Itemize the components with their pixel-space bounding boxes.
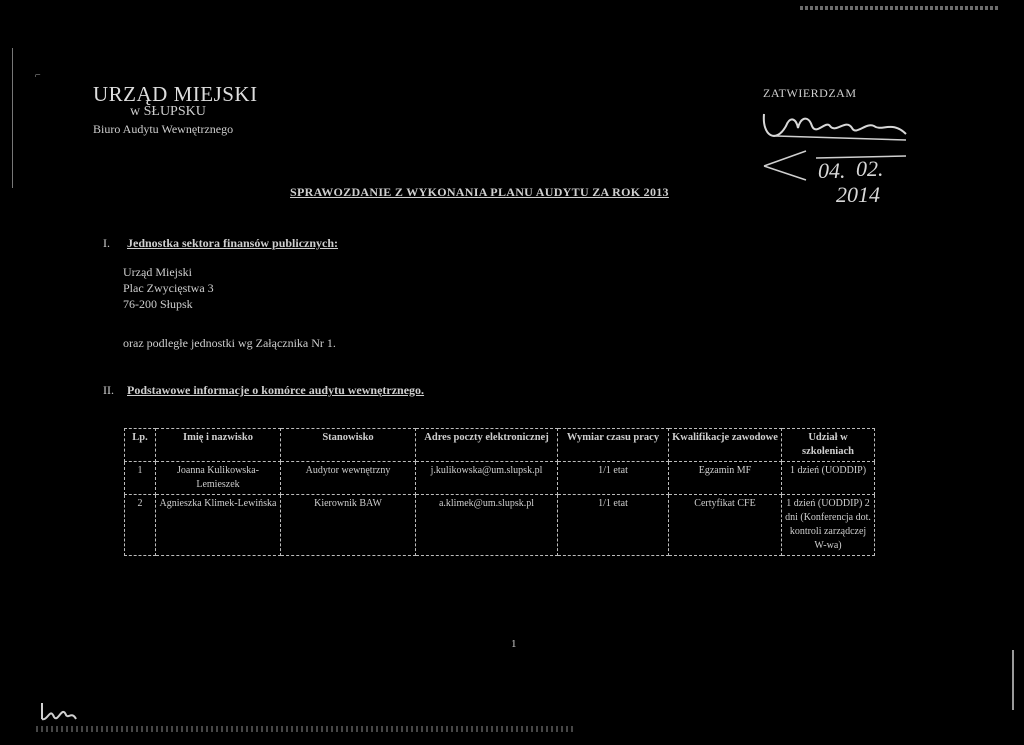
- cell-email: a.klimek@um.slupsk.pl: [416, 495, 558, 556]
- cell-name: Agnieszka Klimek-Lewińska: [156, 495, 281, 556]
- svg-text:04.: 04.: [818, 158, 846, 183]
- cell-position: Kierownik BAW: [281, 495, 416, 556]
- col-header-worktime: Wymiar czasu pracy: [558, 429, 669, 462]
- table-row: [125, 495, 875, 556]
- office-city: w SŁUPSKU: [130, 104, 206, 119]
- scan-noise-top: [800, 6, 1000, 10]
- cell-lp: 1: [125, 462, 156, 495]
- cell-qualifications: Egzamin MF: [669, 462, 782, 495]
- section1-title: Jednostka sektora finansów publicznych:: [127, 236, 339, 250]
- table-header-row: [125, 429, 875, 462]
- cell-qualifications: Certyfikat CFE: [669, 495, 782, 556]
- page-number: 1: [511, 638, 517, 650]
- col-header-position: Stanowisko: [281, 429, 416, 462]
- approval-label: ZATWIERDZAM: [763, 86, 857, 100]
- table-row: [125, 462, 875, 495]
- cell-position: Audytor wewnętrzny: [281, 462, 416, 495]
- cell-trainings: 1 dzień (UODDIP): [782, 462, 875, 495]
- section2-number: II.: [103, 383, 114, 397]
- svg-text:2014: 2014: [836, 182, 880, 206]
- col-header-name: Imię i nazwisko: [156, 429, 281, 462]
- scan-edge-left: [12, 48, 13, 188]
- address-line-3: 76-200 Słupsk: [123, 297, 193, 311]
- svg-text:02.: 02.: [856, 156, 884, 181]
- scan-edge-right: [1012, 650, 1014, 710]
- report-title: SPRAWOZDANIE Z WYKONANIA PLANU AUDYTU ZA ROK 2013: [290, 185, 669, 199]
- col-header-lp: Lp.: [125, 429, 156, 462]
- col-header-email: Adres poczty elektronicznej: [416, 429, 558, 462]
- office-name: URZĄD MIEJSKI: [93, 82, 258, 106]
- audit-staff-table: [124, 428, 875, 556]
- cell-email: j.kulikowska@um.slupsk.pl: [416, 462, 558, 495]
- col-header-trainings: Udział w szkoleniach: [782, 429, 875, 462]
- cell-worktime: 1/1 etat: [558, 495, 669, 556]
- cell-trainings: 1 dzień (UODDIP) 2 dni (Konferencja dot. kontroli zarządczej W-wa): [782, 495, 875, 556]
- section2-title: Podstawowe informacje o komórce audytu wewnętrznego.: [127, 383, 425, 397]
- office-dept: Biuro Audytu Wewnętrznego: [93, 122, 234, 136]
- col-header-qualifications: Kwalifikacje zawodowe: [669, 429, 782, 462]
- initials-mark-icon: [38, 697, 78, 725]
- scan-mark-icon: ⌐: [35, 70, 41, 81]
- cell-worktime: 1/1 etat: [558, 462, 669, 495]
- address-line-2: Plac Zwycięstwa 3: [123, 281, 214, 295]
- cell-lp: 2: [125, 495, 156, 556]
- section1-number: I.: [103, 236, 110, 250]
- cell-name: Joanna Kulikowska-Lemieszek: [156, 462, 281, 495]
- scan-noise-bottom: [36, 726, 576, 732]
- signature-stamp: [756, 96, 916, 206]
- address-line-1: Urząd Miejski: [123, 265, 192, 279]
- units-note: oraz podległe jednostki wg Załącznika Nr 1.: [123, 336, 336, 350]
